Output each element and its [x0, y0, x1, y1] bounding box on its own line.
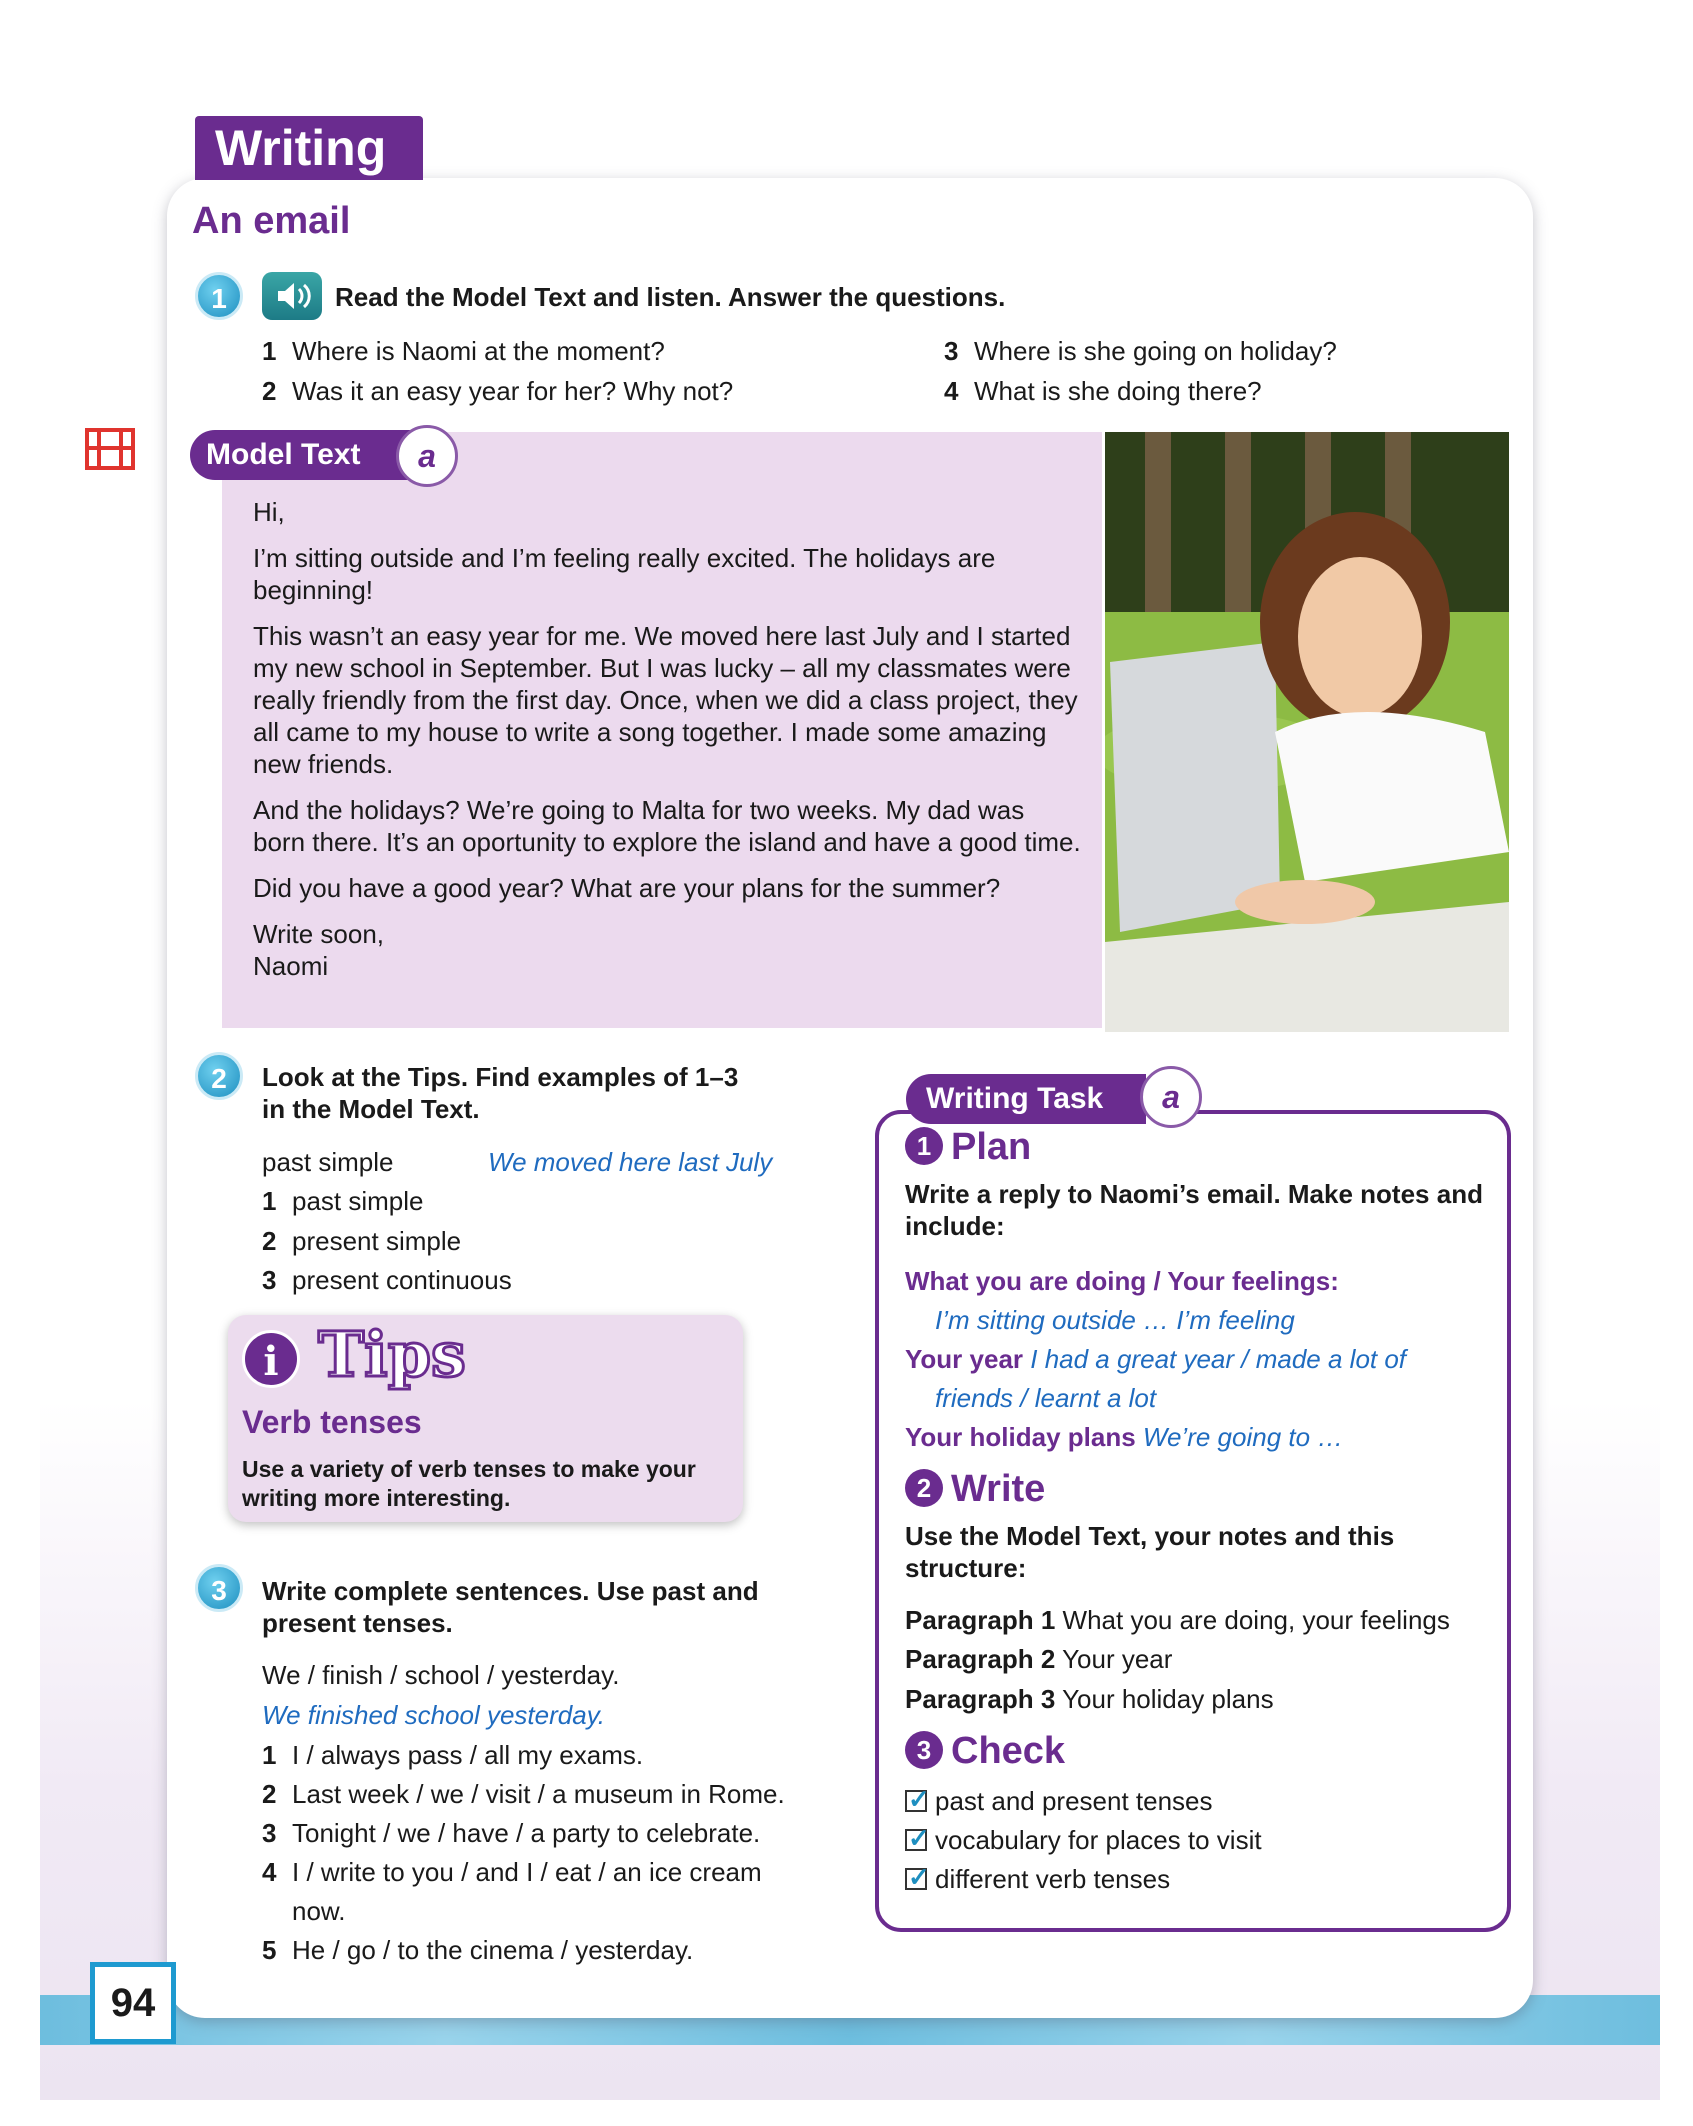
checkbox-icon[interactable]	[905, 1829, 927, 1851]
exercise-2-number: 2	[195, 1052, 243, 1100]
exercise-2-instruction-line1: Look at the Tips. Find examples of 1–3	[262, 1062, 739, 1092]
speaker-icon	[262, 272, 322, 320]
model-name: Naomi	[253, 951, 329, 981]
list-item: 3 present continuous	[262, 1265, 512, 1295]
model-paragraph: Did you have a good year? What are your plans for the summer?	[253, 873, 1001, 903]
audio-button[interactable]	[262, 272, 322, 320]
photo-girl-with-laptop	[1105, 432, 1509, 1032]
write-heading: 2 Write	[905, 1468, 1045, 1511]
list-item: 4 I / write to you / and I / eat / an ice cream	[262, 1857, 762, 1887]
model-text-label: Model Text	[190, 430, 430, 480]
exercise-3-number: 3	[195, 1564, 243, 1612]
video-film-icon-divider	[85, 446, 135, 450]
plan-line: Your year I had a great year / made a lot of	[905, 1344, 1407, 1374]
photo-illustration	[1105, 432, 1509, 1032]
example-prompt: We / finish / school / yesterday.	[262, 1660, 620, 1690]
checklist-item: ✓different verb tenses	[905, 1862, 1170, 1896]
checkbox-icon[interactable]	[905, 1790, 927, 1812]
structure-line: Paragraph 1 What you are doing, your feelings	[905, 1605, 1450, 1635]
pen-nib-icon: a	[396, 425, 458, 487]
list-item: 1 I / always pass / all my exams.	[262, 1740, 644, 1770]
write-instruction: Use the Model Text, your notes and this structure:	[905, 1521, 1395, 1583]
list-item: 2 present simple	[262, 1226, 462, 1256]
question: 2 Was it an easy year for her? Why not?	[262, 376, 734, 406]
tips-body: Use a variety of verb tenses to make your writing more interesting.	[242, 1456, 696, 1511]
checkbox-icon[interactable]	[905, 1868, 927, 1890]
example-answer: We moved here last July	[488, 1147, 773, 1177]
question: 3 Where is she going on holiday?	[944, 336, 1337, 366]
exercise-3-instruction-line1: Write complete sentences. Use past and	[262, 1576, 759, 1606]
model-paragraph: I’m sitting outside and I’m feeling really excited. The holidays are beginning!	[253, 543, 996, 605]
check-heading: 3 Check	[905, 1730, 1065, 1773]
list-item: now.	[292, 1896, 346, 1926]
list-item: 5 He / go / to the cinema / yesterday.	[262, 1935, 694, 1965]
model-text-body	[253, 496, 1083, 996]
exercise-2-instruction-line2: in the Model Text.	[262, 1094, 480, 1124]
plan-label: What you are doing / Your feelings:	[905, 1266, 1339, 1296]
plan-instruction: Write a reply to Naomi’s email. Make notes and include:	[905, 1179, 1483, 1241]
tips-title: Verb tenses	[242, 1404, 422, 1440]
section-tab: Writing	[195, 116, 423, 180]
plan-heading: 1 Plan	[905, 1126, 1031, 1169]
checklist-item: ✓vocabulary for places to visit	[905, 1823, 1262, 1857]
exercise-1-number: 1	[195, 272, 243, 320]
exercise-1-instruction: Read the Model Text and listen. Answer the questions.	[335, 282, 1006, 312]
example-label: past simple	[262, 1147, 394, 1177]
model-paragraph: And the holidays? We’re going to Malta for two weeks. My dad was born there. It’s an oportunity to explore the island and have a good time.	[253, 795, 1081, 857]
exercise-3-instruction-line2: present tenses.	[262, 1608, 453, 1638]
model-paragraph: Hi,	[253, 497, 285, 527]
model-paragraph: This wasn’t an easy year for me. We moved here last July and I started my new school in September. But I was lucky – all my classmates were really friendly from the first day. Once, when we did a class project, they all came to my house to write a song together. I made some amazing new friends.	[253, 621, 1078, 779]
checklist-item: ✓past and present tenses	[905, 1784, 1213, 1818]
plan-example: I’m sitting outside … I’m feeling	[935, 1305, 1295, 1335]
question: 1 Where is Naomi at the moment?	[262, 336, 665, 366]
question: 4 What is she doing there?	[944, 376, 1262, 406]
list-item: 3 Tonight / we / have / a party to celebrate.	[262, 1818, 761, 1848]
plan-example: friends / learnt a lot	[935, 1383, 1157, 1413]
plan-line: Your holiday plans We’re going to …	[905, 1422, 1344, 1452]
pen-nib-icon: a	[1140, 1066, 1202, 1128]
list-item: 1 past simple	[262, 1186, 424, 1216]
info-icon: i	[242, 1330, 300, 1388]
page-number: 94	[90, 1962, 176, 2044]
tips-heading: Tips	[318, 1318, 466, 1391]
writing-task-label: Writing Task	[906, 1074, 1146, 1124]
structure-line: Paragraph 3 Your holiday plans	[905, 1684, 1274, 1714]
section-heading: An email	[192, 200, 351, 242]
structure-line: Paragraph 2 Your year	[905, 1644, 1173, 1674]
model-signoff: Write soon,	[253, 919, 385, 949]
example-answer: We finished school yesterday.	[262, 1700, 605, 1730]
list-item: 2 Last week / we / visit / a museum in Rome.	[262, 1779, 785, 1809]
